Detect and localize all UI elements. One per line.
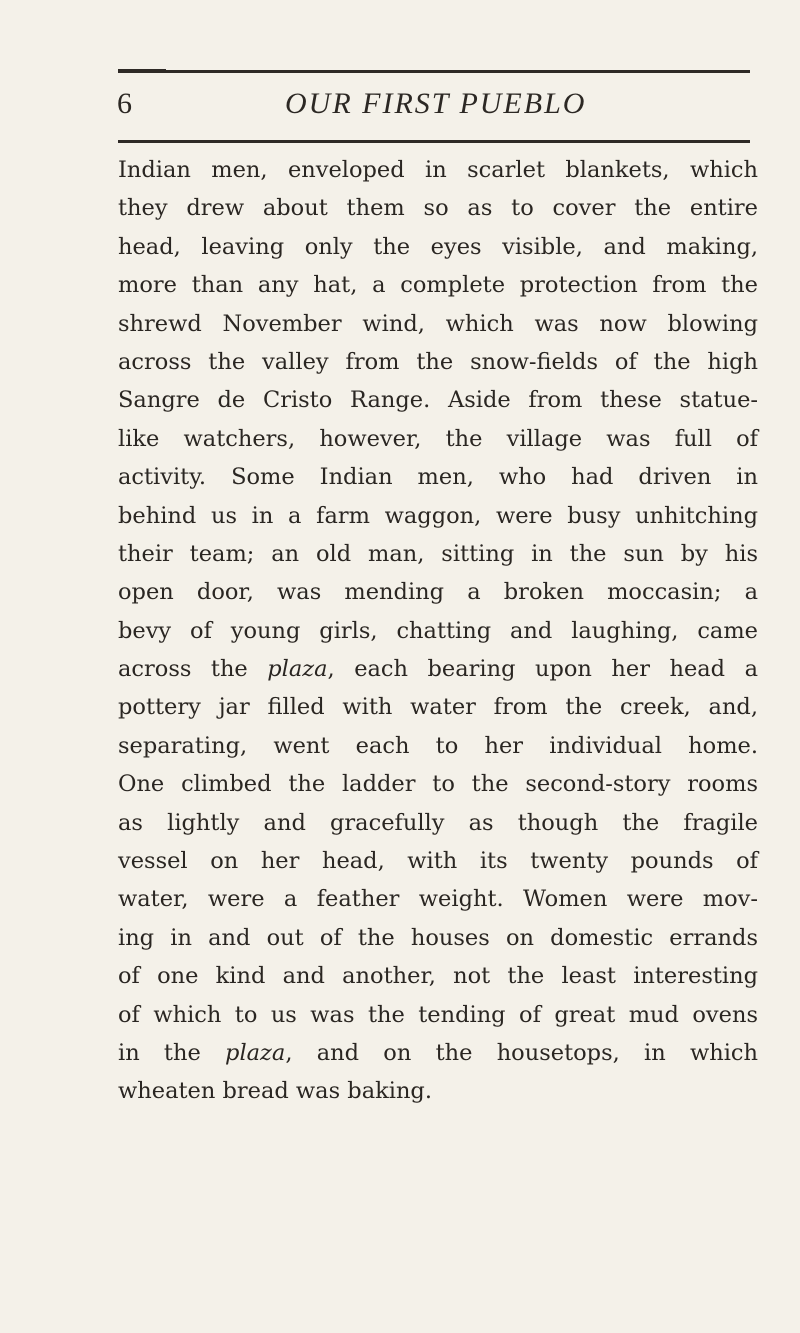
- text-line: of which to us was the tending of great mud ovens: [118, 1001, 758, 1028]
- text-line: One climbed the ladder to the second-story rooms: [118, 771, 758, 798]
- text-line: in the plaza, and on the housetops, in which: [118, 1039, 758, 1066]
- text-line: ing in and out of the houses on domestic errands: [118, 924, 758, 951]
- text-line: like watchers, however, the village was full of: [118, 425, 758, 452]
- italic-word: plaza: [225, 1039, 286, 1066]
- text-line: bevy of young girls, chatting and laughing, came: [118, 617, 758, 644]
- header-rule-top: [118, 70, 750, 73]
- text-line: more than any hat, a complete protection from the: [118, 272, 758, 299]
- text-line: water, were a feather weight. Women were mov-: [118, 886, 758, 913]
- text-line: as lightly and gracefully as though the fragile: [118, 809, 758, 836]
- text-line: behind us in a farm waggon, were busy unhitching: [118, 502, 758, 529]
- text-line: head, leaving only the eyes visible, and making,: [118, 233, 758, 260]
- text-line: pottery jar filled with water from the creek, and,: [118, 694, 758, 721]
- text-line: they drew about them so as to cover the entire: [118, 195, 758, 222]
- italic-word: plaza: [267, 656, 328, 683]
- text-line: Indian men, enveloped in scarlet blankets, which: [118, 157, 758, 183]
- body-text: [118, 151, 758, 1111]
- header-rule-bottom: [118, 140, 750, 143]
- text-line: separating, went each to her individual home.: [118, 732, 758, 759]
- text-line: their team; an old man, sitting in the sun by his: [118, 540, 758, 567]
- text-line: across the plaza, each bearing upon her head a: [118, 656, 758, 683]
- text-line: vessel on her head, with its twenty pounds of: [118, 848, 758, 875]
- text-line: shrewd November wind, which was now blowing: [118, 310, 758, 337]
- text-line: activity. Some Indian men, who had driven in: [118, 464, 758, 491]
- text-line: across the valley from the snow-fields of the high: [118, 348, 758, 375]
- text-line: wheaten bread was baking.: [118, 1078, 432, 1105]
- text-line: open door, was mending a broken moccasin; a: [118, 579, 758, 606]
- running-title: OUR FIRST PUEBLO: [285, 87, 587, 120]
- text-line: Sangre de Cristo Range. Aside from these statue-: [118, 387, 758, 414]
- page-number: 6: [117, 87, 132, 120]
- text-line: of one kind and another, not the least interesting: [118, 963, 758, 990]
